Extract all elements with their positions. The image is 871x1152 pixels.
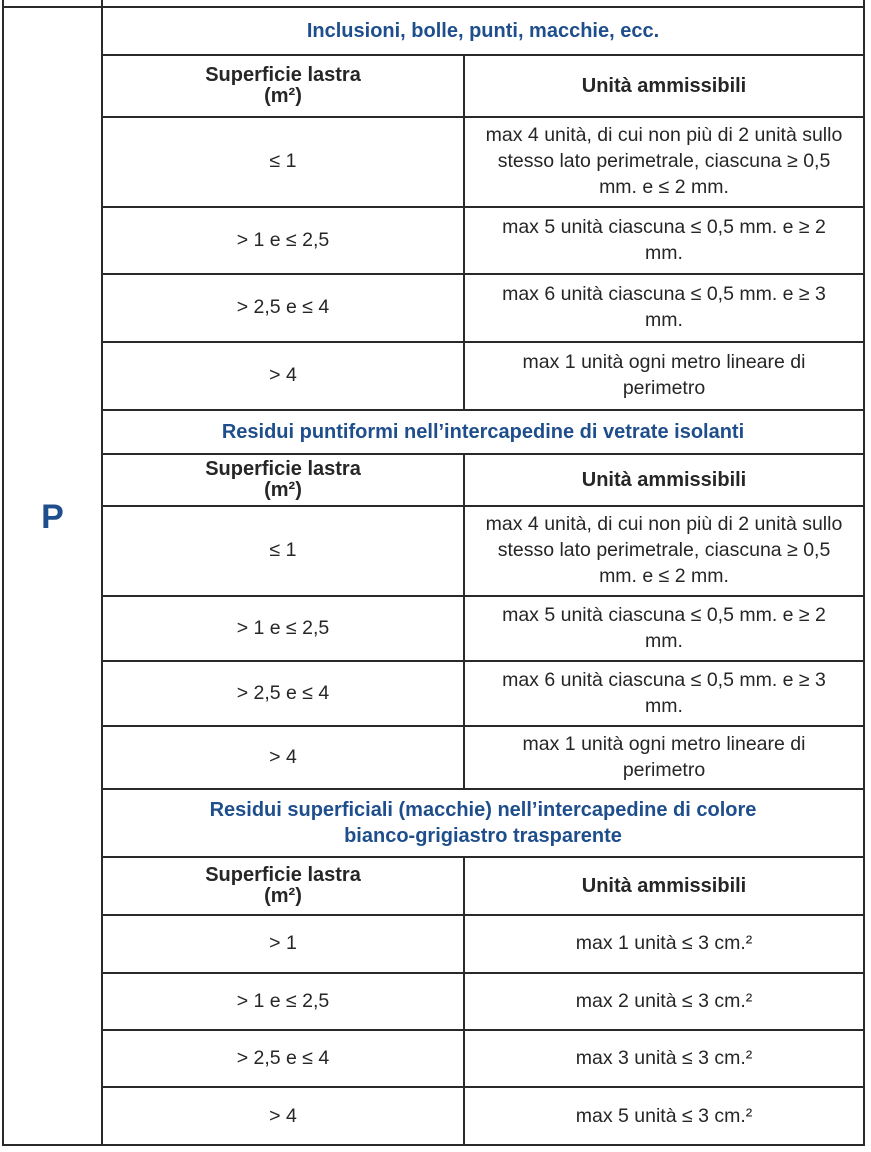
section-title-row	[103, 411, 863, 455]
category-column	[4, 0, 103, 1144]
allowed-units: max 5 unità ciascuna ≤ 0,5 mm. e ≥ 2 mm.	[502, 215, 826, 264]
surface-range: > 4	[103, 727, 465, 788]
surface-range: > 2,5 e ≤ 4	[103, 1031, 465, 1086]
category-letter: P	[41, 498, 64, 536]
surface-range: > 4	[103, 343, 465, 409]
allowed-units: max 5 unità ciascuna ≤ 0,5 mm. e ≥ 2 mm.	[502, 603, 826, 652]
allowed-units: max 4 unità, di cui non più di 2 unità sullo stesso lato perimetrale, ciascuna ≥ 0,5 mm. e ≤ 2 mm.	[485, 124, 843, 198]
table-row	[103, 208, 863, 275]
surface-range: > 1 e ≤ 2,5	[103, 597, 465, 660]
table-row	[103, 275, 863, 343]
header-surface: Superficie lastra (m²)	[103, 455, 465, 505]
surface-range: > 1	[103, 916, 465, 972]
table-row	[103, 974, 863, 1031]
surface-range: > 1 e ≤ 2,5	[103, 208, 465, 273]
table-row	[103, 916, 863, 974]
header-row	[103, 56, 863, 118]
table-row	[103, 507, 863, 597]
surface-range: ≤ 1	[103, 118, 465, 206]
table-row	[103, 343, 863, 411]
top-cap-row	[103, 0, 863, 8]
defects-table	[2, 0, 865, 1146]
table-row	[103, 1031, 863, 1088]
header-allowed-units: Unità ammissibili	[581, 468, 747, 491]
table-row	[103, 597, 863, 662]
allowed-units: max 6 unità ciascuna ≤ 0,5 mm. e ≥ 3 mm.	[502, 668, 826, 717]
section-title-row	[103, 8, 863, 56]
header-surface: Superficie lastra (m²)	[103, 858, 465, 914]
top-cap-cell	[4, 0, 101, 8]
section-title: Inclusioni, bolle, punti, macchie, ecc.	[306, 20, 660, 42]
header-row	[103, 858, 863, 916]
allowed-units: max 1 unità ogni metro lineare di perimetro	[522, 351, 806, 399]
surface-range: > 4	[103, 1088, 465, 1146]
allowed-units: max 3 unità ≤ 3 cm.²	[575, 1046, 753, 1069]
table-row	[103, 118, 863, 208]
section-title: Residui superficiali (macchie) nell’intercapedine di colore bianco-grigiastro trasparente	[209, 799, 757, 847]
section-title-row	[103, 790, 863, 858]
allowed-units: max 5 unità ≤ 3 cm.²	[575, 1105, 753, 1128]
allowed-units: max 1 unità ogni metro lineare di perimetro	[522, 732, 806, 781]
section-title: Residui puntiformi nell’intercapedine di vetrate isolanti	[221, 421, 745, 443]
table-row	[103, 662, 863, 727]
header-row	[103, 455, 863, 507]
table-row	[103, 1088, 863, 1146]
allowed-units: max 1 unità ≤ 3 cm.²	[575, 932, 753, 955]
allowed-units: max 6 unità ciascuna ≤ 0,5 mm. e ≥ 3 mm.	[502, 283, 826, 331]
surface-range: > 2,5 e ≤ 4	[103, 662, 465, 725]
table-row	[103, 727, 863, 790]
header-surface: Superficie lastra (m²)	[103, 56, 465, 116]
allowed-units: max 4 unità, di cui non più di 2 unità sullo stesso lato perimetrale, ciascuna ≥ 0,5 mm. e ≤ 2 mm.	[485, 513, 843, 587]
surface-range: ≤ 1	[103, 507, 465, 595]
header-allowed-units: Unità ammissibili	[581, 74, 747, 97]
surface-range: > 2,5 e ≤ 4	[103, 275, 465, 341]
surface-range: > 1 e ≤ 2,5	[103, 974, 465, 1029]
header-allowed-units: Unità ammissibili	[581, 874, 747, 897]
allowed-units: max 2 unità ≤ 3 cm.²	[575, 989, 753, 1012]
